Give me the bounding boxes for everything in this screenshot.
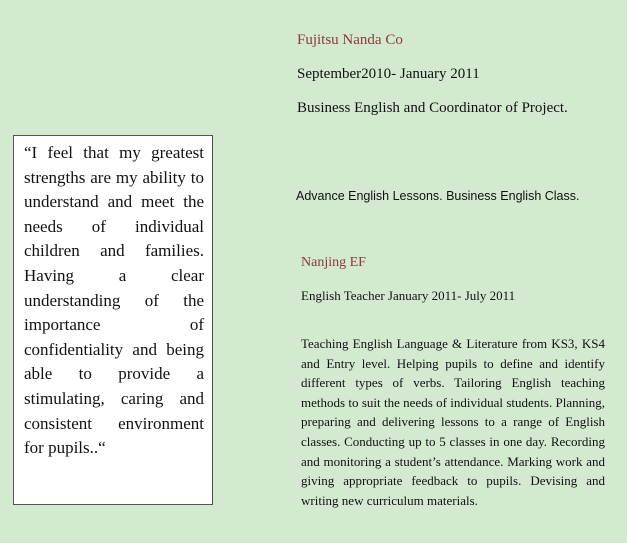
job1-summary: Advance English Lessons. Business English Class.	[296, 189, 580, 203]
job2-company: Nanjing EF	[301, 255, 366, 270]
job1-company: Fujitsu Nanda Co	[297, 32, 403, 48]
quote-box	[13, 135, 213, 505]
job2-description: Teaching English Language & Literature from KS3, KS4 and Entry level. Helping pupils to define and identify different types of verbs. Tailoring English teaching methods to suit the needs of individual students. Planning, preparing and delivering lessons to a range of English classes. Conducting up to 5 classes in one day. Recording and monitoring a student’s attendance. Marking work and giving appropriate feedback to pupils. Devising and writing new curriculum materials.	[301, 336, 605, 508]
quote-text: “I feel that my greatest strengths are my ability to understand and meet the needs of individual children and families. Having a clear understanding of the importance of confidentiality and being able to provide a stimulating, caring and consistent environment for pupils..“	[24, 143, 204, 458]
job1-dates: September2010- January 2011	[297, 66, 480, 82]
job2-title-dates: English Teacher January 2011- July 2011	[301, 288, 516, 303]
job1-title: Business English and Coordinator of Project.	[297, 100, 568, 116]
